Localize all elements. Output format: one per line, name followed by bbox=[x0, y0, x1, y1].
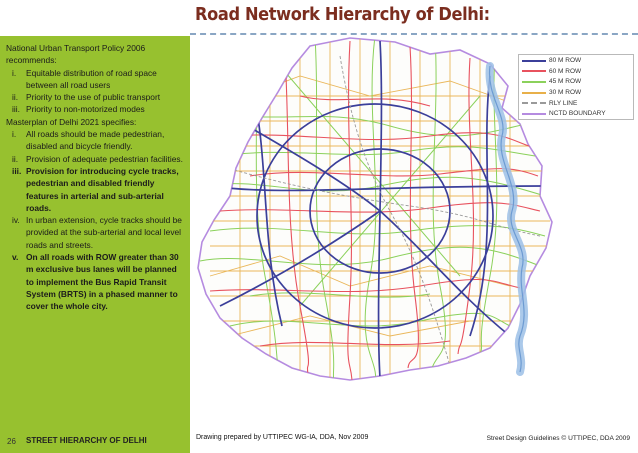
legend-item-80m: 80 M ROW bbox=[519, 56, 633, 66]
page-title: Road Network Hierarchy of Delhi: bbox=[195, 4, 490, 25]
nutp-heading: National Urban Transport Policy 2006 recommends: bbox=[6, 43, 146, 66]
drawing-credit: Drawing prepared by UTTIPEC WG-IA, DDA, Nov 2009 bbox=[196, 434, 369, 441]
legend-item-boundary: NCTD BOUNDARY bbox=[519, 109, 633, 119]
section-name: STREET HIERARCHY OF DELHI bbox=[26, 436, 147, 445]
legend-item-railway: RLY LINE bbox=[519, 98, 633, 108]
title-divider bbox=[190, 33, 638, 35]
list-item: i. Equitable distribution of road space between all road users bbox=[12, 67, 157, 90]
legend-item-60m: 60 M ROW bbox=[519, 67, 633, 77]
map-legend bbox=[518, 54, 634, 120]
copyright: Street Design Guidelines © UTTIPEC, DDA 2009 bbox=[486, 435, 630, 442]
footer bbox=[0, 432, 638, 453]
title-bar bbox=[190, 0, 638, 36]
list-item: v. On all roads with ROW greater than 30 m exclusive bus lanes will be planned to implement the Bus Rapid Transit System (BRTS) in a phased manner to cover the whole city. bbox=[12, 252, 179, 312]
list-item: iii. Priority to non-motorized modes bbox=[12, 104, 145, 115]
nutp-list bbox=[6, 67, 184, 116]
mpd-heading: Masterplan of Delhi 2021 specifies: bbox=[6, 116, 137, 127]
policy-text bbox=[6, 42, 184, 313]
left-panel bbox=[0, 36, 190, 432]
mpd-list bbox=[6, 128, 184, 312]
footer-left bbox=[0, 432, 190, 453]
list-item: i. All roads should be made pedestrian, disabled and bicycle friendly. bbox=[12, 129, 165, 152]
list-item: iv. In urban extension, cycle tracks should be provided at the sub-arterial and local level roads and streets. bbox=[12, 215, 182, 250]
legend-item-30m: 30 M ROW bbox=[519, 88, 633, 98]
list-item: ii. Provision of adequate pedestrian facilities. bbox=[12, 153, 183, 164]
list-item: ii. Priority to the use of public transport bbox=[12, 92, 161, 103]
list-item: iii. Provision for introducing cycle tracks, pedestrian and disabled friendly features in arterial and sub-arterial roads. bbox=[12, 165, 179, 213]
page-number: 26 bbox=[7, 437, 16, 446]
legend-item-45m: 45 M ROW bbox=[519, 77, 633, 87]
road-network-map bbox=[190, 36, 638, 432]
